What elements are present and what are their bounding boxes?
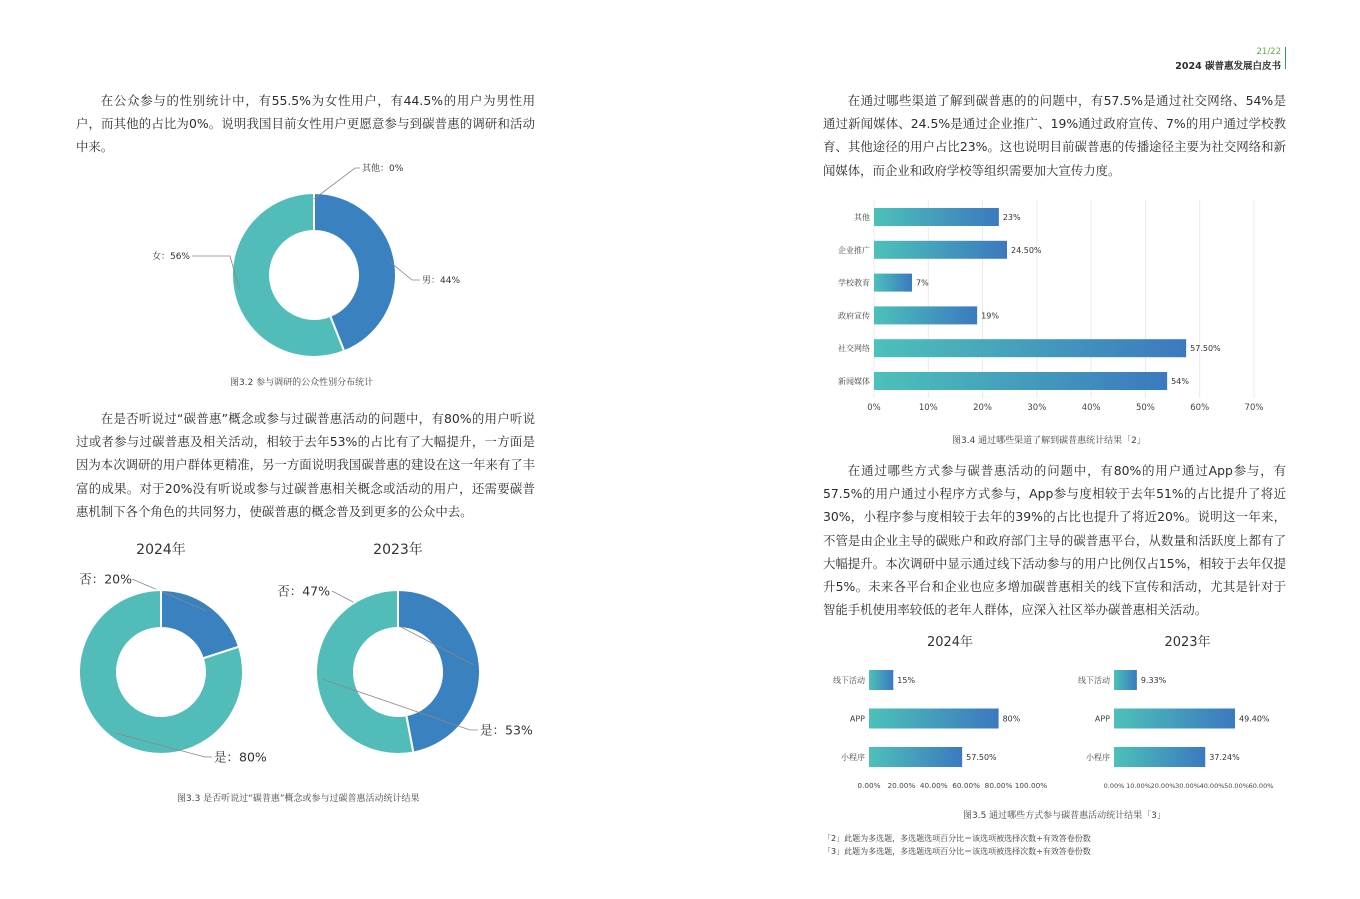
tick-label: 50.00% [1224,782,1249,790]
chart-title: 2023年 [1164,635,1211,650]
bar [1114,747,1205,767]
tick-label: 20.00% [887,781,916,790]
chart-title: 2024年 [926,635,974,650]
gender-donut-chart [130,155,490,360]
right-paragraph-2 [823,459,1286,621]
tick-label: 0% [867,403,881,413]
tick-label: 0.00% [1103,782,1125,790]
left-paragraph-2-text: 在是否听说过“碳普惠”概念或参与过碳普惠活动的问题中，有80%的用户听说过或者参与过碳普惠及相关活动，相较于去年53%的占比有了大幅提升，一方面是因为本次调研的用户群体更精准，另一方面说明我国碳普惠的建设在这一年来有了丰富的成果。对于20%没有听说或参与过碳普惠相关概念或活动的用户，还需要碳普惠机制下各个角色的共同努力，使碳普惠的概念普及到更多的公众中去。 [76,411,535,519]
fig33-caption: 图3.3 是否听说过“碳普惠”概念或参与过碳普惠活动统计结果 [177,794,420,804]
tick-label: 20% [973,403,993,413]
pie-slice [398,590,480,753]
value-label: 49.40% [1239,714,1270,724]
value-label: 19% [981,311,999,321]
tick-label: 50% [1135,403,1155,413]
awareness-donut-charts [60,535,550,775]
fig35-caption: 图3.5 通过哪些方式参与碳普惠活动统计结果「3」 [963,811,1166,821]
tick-label: 60.00% [1248,782,1274,790]
slice-label: 否：47% [277,583,330,599]
value-label: 57.50% [966,753,997,762]
tick-label: 40% [1081,403,1101,413]
left-paragraph-2 [76,407,535,523]
category-label: 政府宣传 [838,311,870,321]
fig32-caption: 图3.2 参与调研的公众性别分布统计 [230,378,374,388]
footnote-3: 「3」此题为多选题，多选题选项百分比＝该选项被选择次数÷有效答卷份数 [823,847,1091,856]
category-label: 小程序 [841,753,865,762]
value-label: 9.33% [1140,676,1167,685]
slice-label: 是：53% [480,722,533,738]
tick-label: 100.00% [1014,781,1048,790]
category-label: 其他 [854,213,870,222]
left-paragraph-1-text: 在公众参与的性别统计中，有55.5%为女性用户，有44.5%的用户为男性用户，而其他的占比为0%。说明我国目前女性用户更愿意参与到碳普惠的调研和活动中来。 [76,93,535,155]
document-title: 2024 碳普惠发展白皮书 [1175,61,1281,72]
tick-label: 30.00% [1175,782,1200,790]
category-label: 新闻媒体 [838,377,870,386]
value-label: 15% [897,676,916,685]
channel-bar-chart [820,195,1290,420]
bar [874,372,1167,390]
bar [874,306,977,324]
tick-label: 60% [1190,403,1210,413]
tick-label: 10.00% [1126,782,1151,790]
footnote-2: 「2」此题为多选题，多选题选项百分比＝该选项被选择次数÷有效答卷份数 [823,834,1091,843]
right-paragraph-2-text: 在通过哪些方式参与碳普惠活动的问题中，有80%的用户通过App参与，有57.5%的用户通过小程序方式参与，App参与度相较于去年51%的占比提升了将近30%，小程序参与度相较于去年的39%的占比也提升了将近20%。说明这一年来，不管是由企业主导的碳账户和政府部门主导的碳普惠平台，从数量和活跃度上都有了大幅提升。本次调研中显示通过线下活动参与的用户比例仅占15%，相较于去年仅提升5%。未来各平台和企业也应多增加碳普惠相关的线下宣传和活动，尤其是针对于智能手机使用率较低的老年人群体，应深入社区举办碳普惠相关活动。 [823,463,1286,618]
slice-label: 男：44% [422,276,461,287]
value-label: 23% [1002,213,1021,222]
right-paragraph-1 [823,89,1286,182]
value-label: 7% [916,278,929,288]
value-label: 80% [1002,714,1021,724]
bar [869,747,962,767]
pie-slice [316,590,413,754]
category-label: 线下活动 [1078,676,1110,685]
category-label: APP [1094,714,1110,724]
fig34-caption: 图3.4 通过哪些渠道了解到碳普惠统计结果「2」 [952,436,1146,446]
tick-label: 80.00% [984,781,1013,790]
bar [1114,670,1137,690]
slice-label: 其他：0% [362,164,404,175]
page-number: 21/22 [1256,47,1281,57]
category-label: APP [849,714,865,724]
tick-label: 40.00% [919,781,948,790]
tick-label: 40.00% [1199,782,1225,790]
tick-label: 60.00% [952,781,981,790]
category-label: 社交网络 [838,344,870,354]
left-paragraph-1 [76,89,535,159]
tick-label: 10% [918,403,938,413]
category-label: 线下活动 [833,676,865,685]
category-label: 企业推广 [838,245,870,255]
right-paragraph-1-text: 在通过哪些渠道了解到碳普惠的的问题中，有57.5%是通过社交网络、54%是通过新闻媒体、24.5%是通过企业推广、19%通过政府宣传、7%的用户通过学校教育、其他途径的用户占比23%。这也说明目前碳普惠的传播途径主要为社交网络和新闻媒体，而企业和政府学校等组织需要加大宣传力度。 [823,93,1286,178]
category-label: 学校教育 [838,278,870,288]
participation-bar-charts [820,628,1290,798]
slice-label: 否：20% [79,571,132,587]
tick-label: 30% [1027,403,1047,413]
bar [874,339,1186,357]
pie-slice [161,590,239,658]
chart-title: 2023年 [373,542,423,558]
value-label: 37.24% [1209,753,1240,762]
tick-label: 20.00% [1150,782,1176,790]
category-label: 小程序 [1086,753,1110,762]
value-label: 57.50% [1190,344,1221,354]
tick-label: 70% [1244,403,1264,413]
slice-label: 女：56% [151,252,190,263]
bar [869,709,999,729]
header-divider [1285,47,1286,69]
value-label: 24.50% [1011,245,1042,255]
value-label: 54% [1171,377,1189,386]
tick-label: 0.00% [857,781,881,790]
chart-title: 2024年 [136,542,186,558]
slice-label: 是：80% [214,749,267,765]
bar [874,274,912,292]
bar [869,670,893,690]
bar [1114,709,1235,729]
bar [874,241,1007,259]
bar [874,208,999,226]
